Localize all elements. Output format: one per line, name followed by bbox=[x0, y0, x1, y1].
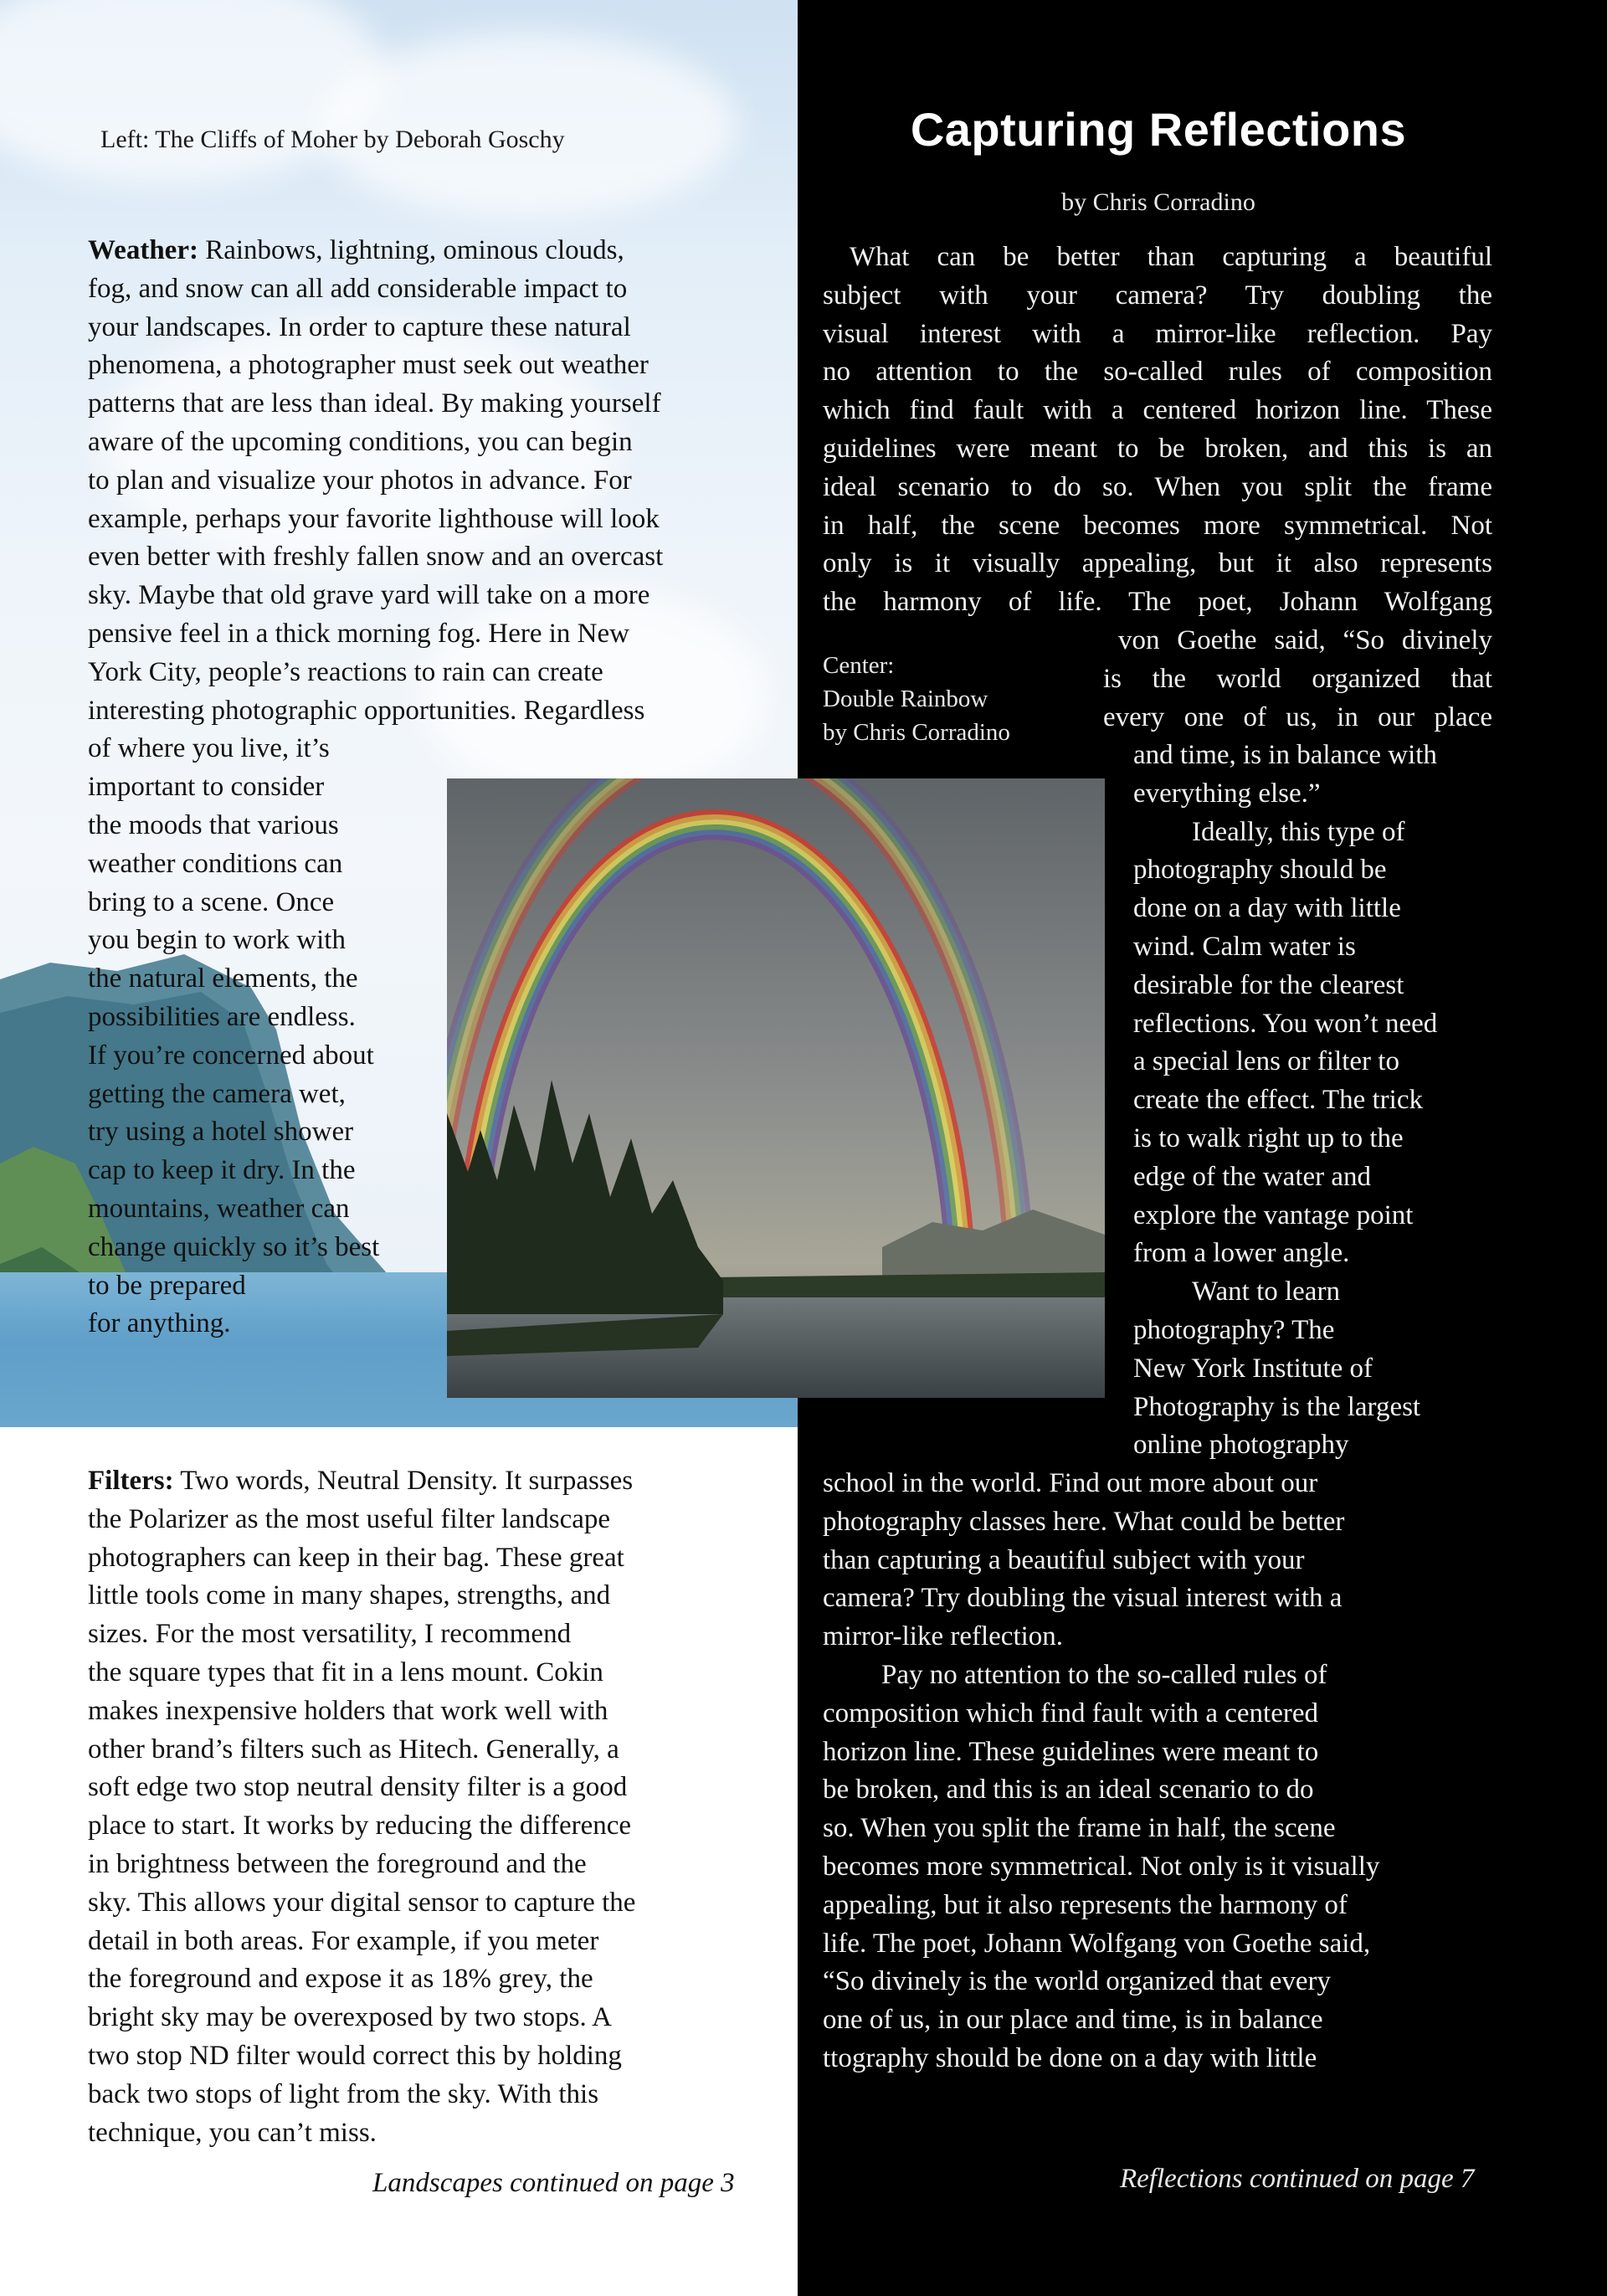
filters-paragraph: Filters: Two words, Neutral Density. It surpasses the Polarizer as the most useful filter landscape photographers can keep in their bag. These great little tools come in many shapes, strengths, and sizes. For the most versatility, I recommend the square types that fit in a lens mount. Cokin makes inexpensive holders that work well with other brand’s filters such as Hitech. Generally, a soft edge two stop neutral density filter is a good place to start. It works by reducing the difference in brightness between the foreground and the sky. This allows your digital sensor to capture the detail in both areas. For example, if you meter the foreground and expose it as 18% grey, the bright sky may be overexposed by two stops. A two stop ND filter would correct this by holding back two stops of light from the sky. With this technique, you can’t miss. bbox=[88, 1466, 636, 2148]
filters-heading: Filters: bbox=[88, 1466, 174, 1496]
left-photo-caption: Left: The Cliffs of Moher by Deborah Goschy bbox=[100, 126, 565, 153]
landscapes-continued: Landscapes continued on page 3 bbox=[372, 2168, 735, 2198]
article-byline: by Chris Corradino bbox=[1061, 188, 1255, 216]
article-narrow-column: and time, is in balance with everything else.” Ideally, this type of photography should be done on a day with little wind. Calm water is desirable for the clearest reflections. You won’t need a special lens or filter to create the effect. The trick is to walk right up to the edge of the water and explore the vantage point from a lower angle. Want to learn photography? The New York Institute of Photography is the largest online photography bbox=[1133, 740, 1438, 1461]
article-quote: von Goethe said, “So divinely is the world organized that every one of us, in our place bbox=[1103, 625, 1492, 732]
weather-paragraph: Weather: Rainbows, lightning, ominous clouds, fog, and snow can all add considerable impact to your landscapes. In order to capture these natural phenomena, a photographer must seek out weather patterns that are less than ideal. By making yourself aware of the upcoming conditions, you can begin to plan and visualize your photos in advance. For example, perhaps your favorite lighthouse will look even better with freshly fallen snow and an overcast sky. Maybe that old grave yard will take on a more pensive feel in a thick morning fog. Here in New York City, people’s reactions to rain can create interesting photographic opportunities. Regardless of where you live, it’s important to consider the moods that various weather conditions can bring to a scene. Once you begin to work with the natural elements, the possibilities are endless. If you’re concerned about getting the camera wet, try using a hotel shower cap to keep it dry. In the mountains, weather can change quickly so it’s best to be prepared for anything. bbox=[88, 235, 664, 1339]
weather-heading: Weather: bbox=[88, 235, 198, 265]
article-wide-column: school in the world. Find out more about our photography classes here. What could be better than capturing a beautiful subject with your camera? Try doubling the visual interest with a mirror-like reflection. Pay no attention to the so-called rules of composition which find fault with a centered horizon line. These guidelines were meant to be broken, and this is an ideal scenario to do so. When you split the frame in half, the scene becomes more symmetrical. Not only is it visually appealing, but it also represents the harmony of life. The poet, Johann Wolfgang von Goethe said, “So divinely is the world organized that every one of us, in our place and time, is in balance ttography should be done on a day with little bbox=[823, 1468, 1380, 2073]
article-title: Capturing Reflections bbox=[910, 103, 1407, 156]
center-photo-caption: Center: Double Rainbow by Chris Corradino bbox=[823, 652, 1010, 746]
article-intro: What can be better than capturing a beautiful subject with your camera? Try doubling the visual interest with a mirror-like reflection. Pay no attention to the so-called rules of composition which find fault with a centered horizon line. These guidelines were meant to be broken, and this is an ideal scenario to do so. When you split the frame in half, the scene becomes more symmetrical. Not only is it visually appealing, but it also represents the harmony of life. The poet, Johann Wolfgang bbox=[823, 242, 1492, 618]
reflections-continued: Reflections continued on page 7 bbox=[1120, 2164, 1475, 2194]
double-rainbow-photo bbox=[447, 778, 1105, 1398]
